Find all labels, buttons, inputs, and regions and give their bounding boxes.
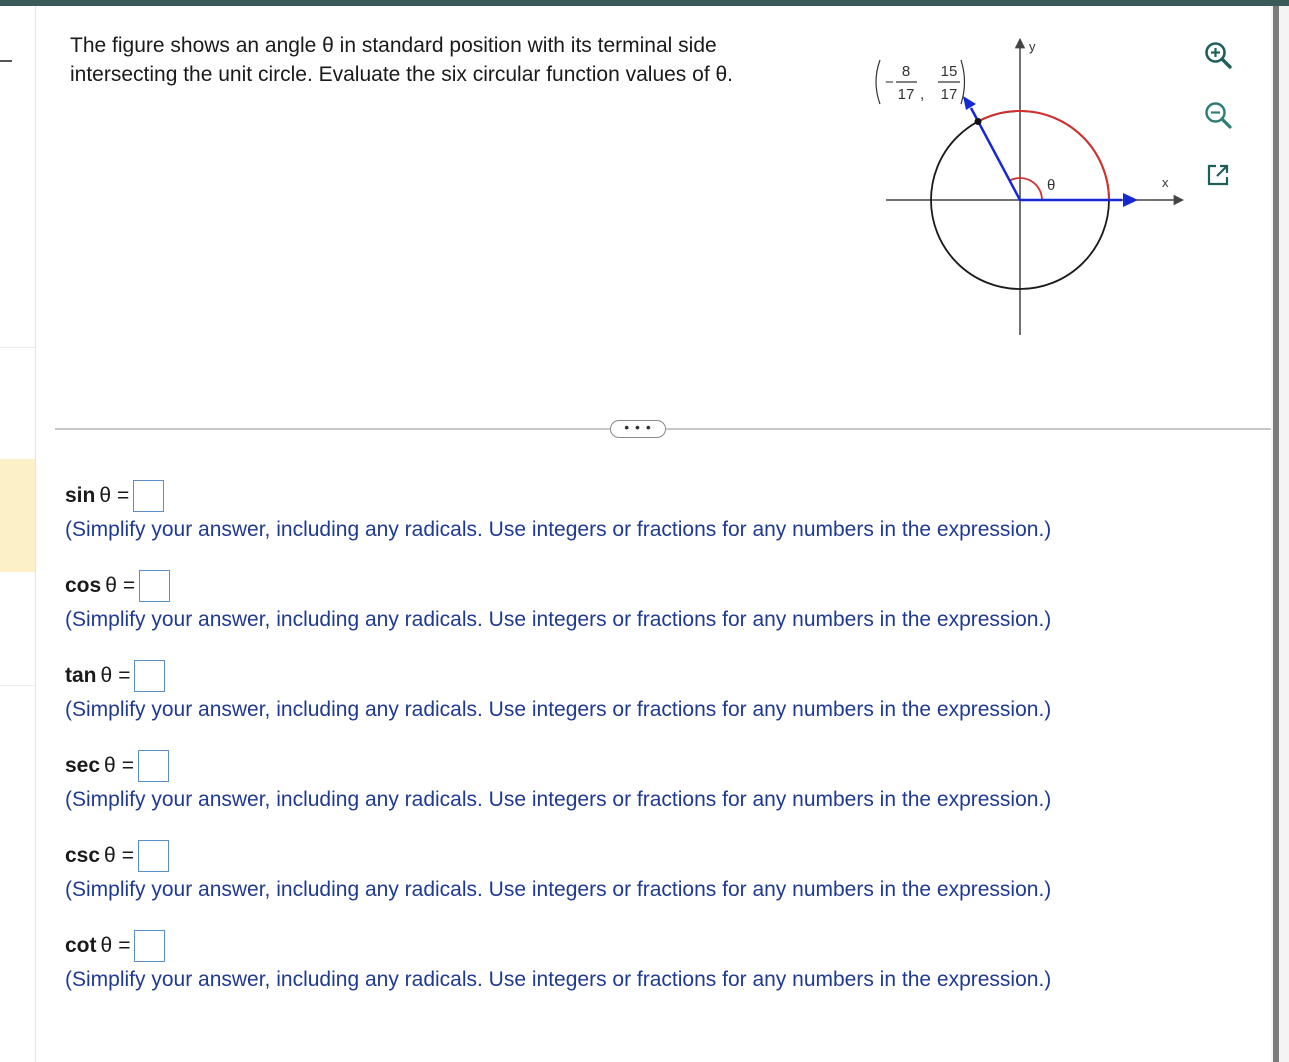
cot-answer-input[interactable] [134,930,165,962]
left-rail [35,6,36,1062]
answer-sec [65,749,1215,813]
function-name: tan [65,664,97,687]
point-label-x-denominator: 17 [897,86,915,103]
answer-hint: (Simplify your answer, including any radicals. Use integers or fractions for any numbers in the expression.) [65,608,1052,631]
point-label-x-sign: − [885,74,894,91]
answer-hint: (Simplify your answer, including any radicals. Use integers or fractions for any numbers in the expression.) [65,698,1052,721]
function-name: cos [65,574,102,597]
left-panel-tab[interactable] [0,60,12,62]
point-label-comma: , [920,86,925,103]
answer-hint: (Simplify your answer, including any radicals. Use integers or fractions for any numbers in the expression.) [65,878,1052,901]
angle-label: θ [1047,177,1056,194]
scrollbar[interactable] [1271,6,1289,1062]
intersection-point [975,118,982,125]
theta-symbol: θ [99,484,112,507]
point-label-y-numerator: 15 [940,63,958,80]
tan-answer-input[interactable] [134,660,165,692]
theta-symbol: θ [105,574,117,597]
y-axis-label: y [1029,39,1036,54]
answer-csc [65,839,1215,903]
sec-answer-input[interactable] [138,750,169,782]
function-name: sin [65,484,96,507]
zoom-in-button[interactable] [1199,36,1237,74]
popout-icon [1205,162,1231,188]
answer-hint: (Simplify your answer, including any radicals. Use integers or fractions for any numbers in the expression.) [65,968,1052,991]
answer-sin [65,479,1215,543]
x-axis-label: x [1162,175,1169,190]
popout-button[interactable] [1199,156,1237,194]
equals-sign: = [118,934,131,957]
initial-side-arrowhead [1123,193,1138,207]
equals-sign: = [122,574,136,597]
answer-hint: (Simplify your answer, including any radicals. Use integers or fractions for any numbers in the expression.) [65,788,1052,811]
question-line-1: The figure shows an angle θ in standard position with its terminal side [70,34,717,57]
answer-hint: (Simplify your answer, including any radicals. Use integers or fractions for any numbers in the expression.) [65,518,1052,541]
sin-answer-input[interactable] [133,480,164,512]
point-label-left-paren [876,60,880,104]
scrollbar-thumb[interactable] [1273,6,1279,1062]
equals-sign: = [117,484,130,507]
theta-symbol: θ [104,754,116,777]
function-name: csc [65,844,101,867]
unit-circle-figure [860,30,1190,340]
csc-answer-input[interactable] [138,840,169,872]
question-text [70,31,830,89]
theta-symbol: θ [104,844,116,867]
function-name: cot [65,934,97,957]
left-divider [0,347,35,348]
equals-sign: = [121,754,134,777]
zoom-out-icon [1203,100,1233,130]
current-question-marker[interactable] [0,459,35,572]
answer-cos [65,569,1215,633]
answer-tan [65,659,1215,723]
answer-cot [65,929,1215,993]
theta-symbol: θ [100,934,113,957]
question-line-2: intersecting the unit circle. Evaluate the six circular function values of θ. [70,63,733,86]
terminal-side-arrowhead [963,96,976,110]
point-label-y-denominator: 17 [940,86,958,103]
left-divider [0,685,35,686]
point-label-x-numerator: 8 [901,63,911,80]
expand-more-button[interactable]: • • • [610,420,666,438]
zoom-out-button[interactable] [1199,96,1237,134]
zoom-in-icon [1203,40,1233,70]
theta-symbol: θ [100,664,113,687]
equals-sign: = [118,664,131,687]
top-bar [0,0,1289,6]
equals-sign: = [121,844,134,867]
cos-answer-input[interactable] [139,570,170,602]
function-name: sec [65,754,101,777]
